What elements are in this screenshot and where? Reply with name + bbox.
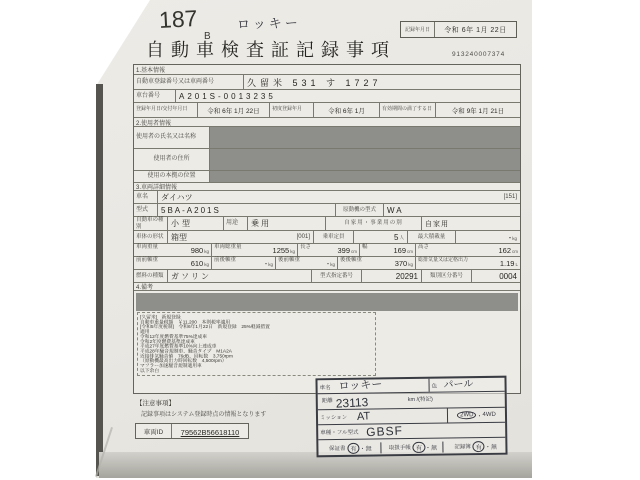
width-cell xyxy=(360,244,416,256)
shape-value-cell xyxy=(168,231,314,243)
axle-rr-value: 370 xyxy=(394,259,408,268)
stamp-logbook-yes: 有 xyxy=(473,440,485,451)
length-value: 399 xyxy=(337,246,350,255)
displacement-value: 1.19 xyxy=(499,259,515,268)
vehicle-id-label: 車両ID xyxy=(136,424,172,438)
row-user-name xyxy=(134,126,520,148)
section-vehicle-header: 3.車両詳細情報 xyxy=(134,182,520,190)
weight-unit: kg xyxy=(204,249,209,254)
row-fuel-type xyxy=(134,269,520,282)
stamp-transmission-value: AT xyxy=(356,409,371,423)
height-value: 162 xyxy=(498,246,511,255)
gross-weight-value: 1255 xyxy=(272,246,290,255)
section-basic-header: 1.基本情報 xyxy=(136,68,166,74)
gross-weight-cell xyxy=(212,244,298,256)
private-business-label: 自家用・事業用の別 xyxy=(326,217,422,230)
use-label: 用途 xyxy=(224,217,248,230)
class-no-label: 類別区分番号 xyxy=(422,270,472,282)
axle-ff-label: 前前軸重 xyxy=(136,257,159,263)
row-kind-use xyxy=(134,216,520,230)
chassis-value: A201S-0013235 xyxy=(179,91,276,101)
kind-value: 小型 xyxy=(168,217,224,230)
reg-date-value: 令和 6年 1月 22日 xyxy=(198,103,270,117)
capacity-value: 5 xyxy=(394,232,399,242)
row-chassis-number xyxy=(134,89,520,102)
stamp-transmission-label: ミッション xyxy=(319,414,348,422)
record-date-value: 令和 6年 1月 22日 xyxy=(444,26,507,34)
axle-ff-cell xyxy=(134,257,212,269)
fuel-value: ガソリン xyxy=(168,270,312,282)
height-unit: cm xyxy=(512,249,518,254)
length-cell xyxy=(298,244,360,256)
capacity-label: 乗車定員 xyxy=(314,231,354,243)
row-user-address xyxy=(134,148,520,170)
axle-rf-label: 後前軸重 xyxy=(278,257,301,263)
stamp-logbook-no: 無 xyxy=(490,444,497,451)
stamp-sep2: ・ xyxy=(424,445,432,452)
displacement-unit: L xyxy=(515,262,518,267)
engine-value: WA xyxy=(387,205,404,215)
stamp-drive-sep: ・ xyxy=(476,413,483,420)
axle-fr-label: 前後軸重 xyxy=(214,257,237,263)
shape-value: 箱型 xyxy=(171,232,187,242)
redacted-remarks-bar xyxy=(136,293,518,311)
car-name-label: 車名 xyxy=(134,191,158,203)
redacted-use-base xyxy=(210,171,520,182)
notice-body: 記録事項はシステム登録時点の情報となります xyxy=(141,412,267,418)
stamp-warranty-label: 保証書 xyxy=(328,445,346,453)
stamp-logbook-label: 記録簿 xyxy=(454,444,471,451)
stamp-manual-label: 取扱手帳 xyxy=(388,445,411,452)
displacement-cell xyxy=(416,257,520,269)
width-value: 169 xyxy=(393,246,406,255)
stamp-manual-no: 無 xyxy=(430,445,438,452)
height-cell xyxy=(416,244,520,256)
stamp-color-value: パール xyxy=(442,378,474,391)
shape-label: 車体の形状 xyxy=(134,231,168,243)
handwritten-mark-b: B xyxy=(204,31,211,42)
section-user-header: 2.使用者情報 xyxy=(134,117,520,126)
displacement-label: 総排気量又は定格出力 xyxy=(418,257,469,263)
row-model xyxy=(134,203,520,216)
use-value: 乗用 xyxy=(248,217,326,230)
stamp-drive-2wd: 2WD xyxy=(457,411,476,419)
photo-left-edge xyxy=(96,84,103,476)
stamp-sep1: ・ xyxy=(359,446,366,453)
axle-ff-value: 610 xyxy=(190,259,204,268)
axle-fr-unit: kg xyxy=(268,262,273,267)
use-base-label: 使用の本拠の位置 xyxy=(134,171,210,182)
first-reg-value: 令和 6年 1月 xyxy=(314,103,380,117)
car-name-value: ダイハツ xyxy=(161,192,193,202)
remarks-text: [久留米] 新規登録 自動車重量税額 ￥11,200 本則税率適用 [令和5年度税制] 令和6年1月22日 新規登録 25%軽減措置 適用 令和12年度燃費基準75%達成車 令和2年度燃費基準達成車 平成27年度燃費基準10%向上達成車 平成28年騒音規制車、騒音タイプ M1A2A 近接排気騒音値 76dB、回転数 3,750rpm （原動機最高出力時回転数 4,500rpm） マフラー加速騒音規制適用車 以下余白 xyxy=(140,314,270,374)
maxload-value: - xyxy=(508,232,512,242)
stamp-manual-yes: 有 xyxy=(413,441,425,452)
weight-label: 車両重量 xyxy=(136,244,159,250)
stamp-full-model-label: 車種・フル型式 xyxy=(320,429,359,437)
type-no-label: 型式指定番号 xyxy=(312,270,362,282)
stamp-warranty-no: 無 xyxy=(365,446,372,453)
record-date-box xyxy=(400,21,517,38)
reg-date-label: 登録年月日/交付年月日 xyxy=(134,103,198,117)
stamp-distance-label: 距離 xyxy=(321,398,333,405)
stamp-sep3: ・ xyxy=(484,444,491,451)
stamp-distance-unit: km /(特記) xyxy=(407,396,433,404)
maxload-unit: kg xyxy=(512,236,517,241)
reg-no-label: 自動車登録番号又は車両番号 xyxy=(134,75,244,89)
axle-ff-unit: kg xyxy=(204,262,209,267)
redacted-user-address xyxy=(210,149,520,170)
height-label: 高さ xyxy=(418,244,430,250)
engine-label: 原動機の型式 xyxy=(336,204,384,216)
chassis-label: 車台番号 xyxy=(134,90,176,102)
stamp-full-model-value: GBSF xyxy=(366,423,404,440)
axle-fr-cell xyxy=(212,257,276,269)
axle-rr-cell xyxy=(338,257,416,269)
vehicle-id-value: 79562B56618110 xyxy=(180,428,240,437)
length-label: 長さ xyxy=(300,244,312,250)
width-label: 幅 xyxy=(362,244,368,250)
row-axle-weights xyxy=(134,256,520,269)
section-remarks-header: 4.備考 xyxy=(134,282,520,290)
user-name-label: 使用者の氏名又は名称 xyxy=(134,127,210,148)
private-business-value: 自家用 xyxy=(425,220,449,228)
model-label: 型式 xyxy=(134,204,158,216)
redacted-user-name xyxy=(210,127,520,148)
length-unit: cm xyxy=(351,249,357,254)
row-shape-capacity xyxy=(134,230,520,243)
stamp-row-documents xyxy=(318,437,505,457)
type-no-value: 20291 xyxy=(362,270,422,282)
axle-rf-unit: kg xyxy=(330,262,335,267)
class-no-value: 0004 xyxy=(499,271,517,281)
dealer-stamp xyxy=(315,376,507,458)
fuel-label: 燃料の種類 xyxy=(134,270,168,282)
row-weights-dimensions xyxy=(134,243,520,256)
axle-rf-cell xyxy=(276,257,338,269)
vehicle-id-box xyxy=(135,423,249,439)
reg-no-value: 久留米 531 す 1727 xyxy=(247,77,382,88)
user-address-label: 使用者の住所 xyxy=(134,149,210,170)
photo-bottom-shadow xyxy=(99,452,532,478)
weight-value: 980 xyxy=(190,246,204,255)
axle-rr-unit: kg xyxy=(408,262,413,267)
gross-weight-unit: kg xyxy=(290,249,295,254)
axle-rf-value: - xyxy=(326,259,330,268)
stamp-car-name-value: ロッキー xyxy=(338,378,383,393)
first-reg-label: 初度登録年月 xyxy=(270,103,314,117)
handwritten-sheet-number: 187 xyxy=(158,5,199,33)
model-value: 5BA-A201S xyxy=(158,204,336,216)
gross-weight-label: 車両総重量 xyxy=(214,244,242,250)
stamp-warranty-yes: 有 xyxy=(347,442,359,453)
document-title: 自動車検査証記録事項 xyxy=(146,40,396,60)
axle-fr-value: - xyxy=(264,259,268,268)
maxload-label: 最大積載量 xyxy=(408,231,456,243)
row-car-name xyxy=(134,190,520,203)
handwritten-model-name: ロッキー xyxy=(236,15,301,32)
row-registration-number xyxy=(134,74,520,89)
maxload-value-cell xyxy=(456,231,520,243)
car-name-code: [151] xyxy=(503,194,517,200)
weight-cell xyxy=(134,244,212,256)
serial-number: 913240007374 xyxy=(452,51,505,58)
expiry-label: 有効期間の満了する日 xyxy=(380,103,436,117)
capacity-value-cell xyxy=(354,231,408,243)
expiry-value: 令和 9年 1月 21日 xyxy=(451,107,505,115)
axle-rr-label: 後後軸重 xyxy=(340,257,363,263)
record-date-label: 記録年月日 xyxy=(401,22,435,37)
kind-label: 自動車の種別 xyxy=(134,217,168,230)
row-dates xyxy=(134,102,520,117)
shape-code: [001] xyxy=(296,234,310,240)
row-use-base xyxy=(134,170,520,182)
notice-title: 【注意事項】 xyxy=(136,400,175,407)
stamp-distance-value: 23113 xyxy=(335,395,369,411)
certificate-table xyxy=(133,64,521,394)
stamp-drive-4wd: 4WD xyxy=(482,411,496,419)
stamp-car-name-label: 車名 xyxy=(319,384,331,391)
stamp-color-label: 色 xyxy=(431,383,438,390)
width-unit: cm xyxy=(407,249,413,254)
capacity-unit: 人 xyxy=(399,235,404,240)
